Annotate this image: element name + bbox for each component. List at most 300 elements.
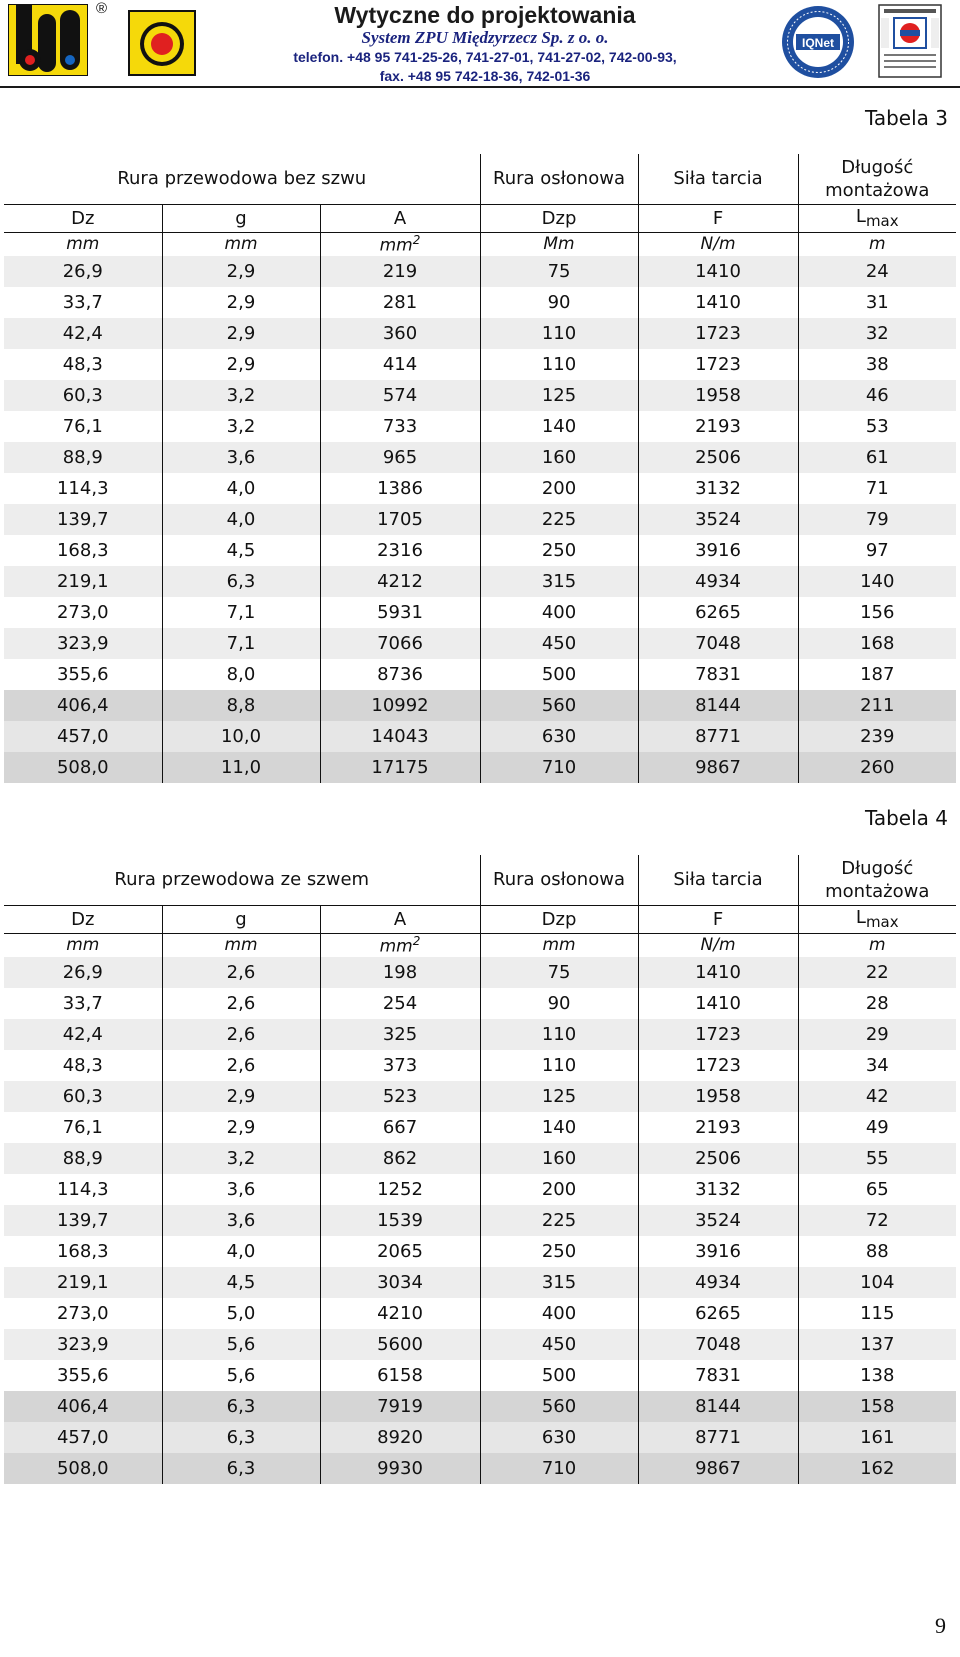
document-title: Wytyczne do projektowania	[334, 2, 636, 28]
table-cell: 3,2	[162, 380, 320, 411]
table-row	[4, 1391, 956, 1422]
header-group-length: Długość montażowa	[798, 855, 956, 905]
table-cell: 110	[480, 318, 638, 349]
table-cell: 200	[480, 1174, 638, 1205]
col-unit: mm	[480, 933, 638, 957]
table-cell: 7831	[638, 659, 798, 690]
table-cell: 2506	[638, 1143, 798, 1174]
page-number: 9	[935, 1613, 946, 1638]
table-cell: 3132	[638, 1174, 798, 1205]
table-cell: 198	[320, 957, 480, 988]
table-cell: 219,1	[4, 566, 162, 597]
table-row	[4, 535, 956, 566]
table-cell: 2065	[320, 1236, 480, 1267]
table-cell: 161	[798, 1422, 956, 1453]
table-row	[4, 957, 956, 988]
table-cell: 400	[480, 1298, 638, 1329]
table-row	[4, 752, 956, 783]
table-cell: 8144	[638, 690, 798, 721]
table-cell: 9867	[638, 752, 798, 783]
table-cell: 3,2	[162, 1143, 320, 1174]
table-cell: 17175	[320, 752, 480, 783]
table-cell: 46	[798, 380, 956, 411]
table-header-symbols	[4, 204, 956, 232]
table-cell: 3524	[638, 504, 798, 535]
phone-line	[210, 48, 760, 67]
table-cell: 24	[798, 256, 956, 287]
table-cell: 90	[480, 988, 638, 1019]
header-group-length: Długość montażowa	[798, 154, 956, 204]
col-unit: mm	[162, 232, 320, 256]
table-cell: 138	[798, 1360, 956, 1391]
table-cell: 125	[480, 380, 638, 411]
header-group-pipe: Rura przewodowa ze szwem	[4, 855, 480, 905]
col-symbol-subscript: max	[865, 212, 899, 230]
table-row	[4, 566, 956, 597]
table-cell: 6158	[320, 1360, 480, 1391]
table-cell: 8144	[638, 1391, 798, 1422]
company-name: System ZPU Międzyrzecz Sp. z o. o.	[361, 28, 609, 47]
header-group-friction: Siła tarcia	[638, 855, 798, 905]
table-row	[4, 287, 956, 318]
table-cell: 1252	[320, 1174, 480, 1205]
table-cell: 14043	[320, 721, 480, 752]
table-cell: 60,3	[4, 380, 162, 411]
table-cell: 2,9	[162, 256, 320, 287]
registered-mark: ®	[96, 0, 108, 17]
table-cell: 26,9	[4, 957, 162, 988]
table-cell: 2,6	[162, 988, 320, 1019]
table-row	[4, 1329, 956, 1360]
table-cell: 1410	[638, 988, 798, 1019]
table-cell: 6,3	[162, 1422, 320, 1453]
table-cell: 457,0	[4, 721, 162, 752]
table-cell: 508,0	[4, 752, 162, 783]
table-cell: 630	[480, 1422, 638, 1453]
table-cell: 3,6	[162, 1205, 320, 1236]
table-cell: 219,1	[4, 1267, 162, 1298]
table-cell: 6265	[638, 1298, 798, 1329]
col-unit: mm	[162, 933, 320, 957]
table-cell: 4934	[638, 566, 798, 597]
table-cell: 162	[798, 1453, 956, 1484]
table-row	[4, 1298, 956, 1329]
table-cell: 139,7	[4, 1205, 162, 1236]
col-symbol: g	[162, 905, 320, 933]
table-cell: 3132	[638, 473, 798, 504]
quality-system-certificate-logo	[878, 4, 942, 78]
table-cell: 733	[320, 411, 480, 442]
table-cell: 76,1	[4, 411, 162, 442]
table-cell: 2,9	[162, 1112, 320, 1143]
table-cell: 450	[480, 1329, 638, 1360]
table-cell: 110	[480, 1019, 638, 1050]
table-cell: 5931	[320, 597, 480, 628]
table-cell: 630	[480, 721, 638, 752]
table-row	[4, 659, 956, 690]
table-row	[4, 1019, 956, 1050]
table-cell: 2,6	[162, 1019, 320, 1050]
table-cell: 49	[798, 1112, 956, 1143]
table-cell: 574	[320, 380, 480, 411]
table-row	[4, 1112, 956, 1143]
table-cell: 88,9	[4, 1143, 162, 1174]
table-row	[4, 1267, 956, 1298]
header-group-friction: Siła tarcia	[638, 154, 798, 204]
table-cell: 160	[480, 442, 638, 473]
table-cell: 137	[798, 1329, 956, 1360]
table-cell: 1705	[320, 504, 480, 535]
col-symbol: Dzp	[480, 905, 638, 933]
fax-numbers: +48 95 742-18-36, 742-01-36	[407, 68, 591, 84]
table-cell: 97	[798, 535, 956, 566]
table-cell: 2,9	[162, 287, 320, 318]
table-cell: 1539	[320, 1205, 480, 1236]
table-cell: 8,8	[162, 690, 320, 721]
table-row	[4, 411, 956, 442]
table-row	[4, 380, 956, 411]
table-cell: 6,3	[162, 1453, 320, 1484]
table-cell: 53	[798, 411, 956, 442]
table-row	[4, 442, 956, 473]
table-cell: 360	[320, 318, 480, 349]
table-cell: 457,0	[4, 1422, 162, 1453]
table-row	[4, 1174, 956, 1205]
table-row	[4, 256, 956, 287]
table-cell: 75	[480, 256, 638, 287]
table-cell: 61	[798, 442, 956, 473]
col-symbol-main: L	[855, 206, 866, 227]
table-cell: 65	[798, 1174, 956, 1205]
table-row	[4, 1143, 956, 1174]
table-row	[4, 1422, 956, 1453]
table-row	[4, 504, 956, 535]
table-3	[4, 154, 956, 783]
table-cell: 158	[798, 1391, 956, 1422]
table-cell: 406,4	[4, 1391, 162, 1422]
table-cell: 7831	[638, 1360, 798, 1391]
table-cell: 7066	[320, 628, 480, 659]
table-cell: 254	[320, 988, 480, 1019]
table-cell: 6265	[638, 597, 798, 628]
table-cell: 79	[798, 504, 956, 535]
table-cell: 450	[480, 628, 638, 659]
table-cell: 281	[320, 287, 480, 318]
col-symbol: A	[320, 905, 480, 933]
table-cell: 140	[480, 1112, 638, 1143]
table-cell: 140	[798, 566, 956, 597]
table-cell: 8920	[320, 1422, 480, 1453]
table-cell: 7919	[320, 1391, 480, 1422]
table-cell: 88,9	[4, 442, 162, 473]
table-cell: 8,0	[162, 659, 320, 690]
table-3-label: Tabela 3	[864, 106, 948, 130]
col-unit: N/m	[638, 933, 798, 957]
col-unit-area	[320, 933, 480, 957]
table-cell: 500	[480, 659, 638, 690]
table-cell: 560	[480, 690, 638, 721]
table-cell: 273,0	[4, 597, 162, 628]
header-group-casing: Rura osłonowa	[480, 855, 638, 905]
table-cell: 10,0	[162, 721, 320, 752]
col-unit-main: mm	[379, 936, 413, 957]
table-3-body	[4, 256, 956, 783]
table-row	[4, 1453, 956, 1484]
table-cell: 406,4	[4, 690, 162, 721]
table-cell: 3916	[638, 535, 798, 566]
table-cell: 5600	[320, 1329, 480, 1360]
table-cell: 110	[480, 349, 638, 380]
table-cell: 560	[480, 1391, 638, 1422]
table-cell: 4210	[320, 1298, 480, 1329]
table-cell: 90	[480, 287, 638, 318]
table-cell: 168	[798, 628, 956, 659]
system-logo	[128, 10, 196, 76]
table-cell: 260	[798, 752, 956, 783]
table-4	[4, 855, 956, 1484]
table-row	[4, 597, 956, 628]
table-cell: 114,3	[4, 1174, 162, 1205]
table-cell: 1410	[638, 287, 798, 318]
col-unit-superscript: 2	[412, 232, 421, 247]
table-cell: 7048	[638, 1329, 798, 1360]
table-cell: 9867	[638, 1453, 798, 1484]
table-cell: 2193	[638, 1112, 798, 1143]
phone-numbers: +48 95 741-25-26, 741-27-01, 741-27-02, 742-00-93,	[347, 49, 677, 65]
col-symbol: F	[638, 905, 798, 933]
table-cell: 5,6	[162, 1329, 320, 1360]
table-cell: 1723	[638, 1019, 798, 1050]
table-cell: 1723	[638, 1050, 798, 1081]
table-cell: 2,9	[162, 1081, 320, 1112]
table-cell: 26,9	[4, 256, 162, 287]
table-cell: 10992	[320, 690, 480, 721]
col-unit: m	[798, 232, 956, 256]
table-cell: 323,9	[4, 628, 162, 659]
col-unit-main: mm	[379, 235, 413, 256]
col-symbol-main: L	[855, 907, 866, 928]
fax-line	[210, 67, 760, 85]
col-symbol-lmax	[798, 204, 956, 232]
table-cell: 500	[480, 1360, 638, 1391]
table-cell: 4,0	[162, 1236, 320, 1267]
table-cell: 2,9	[162, 349, 320, 380]
col-unit: mm	[66, 234, 100, 255]
table-cell: 6,3	[162, 1391, 320, 1422]
table-cell: 508,0	[4, 1453, 162, 1484]
table-cell: 72	[798, 1205, 956, 1236]
table-cell: 965	[320, 442, 480, 473]
table-cell: 76,1	[4, 1112, 162, 1143]
table-header-units	[4, 232, 956, 256]
table-cell: 4,0	[162, 473, 320, 504]
table-cell: 200	[480, 473, 638, 504]
col-unit-superscript: 2	[412, 933, 421, 948]
table-cell: 225	[480, 504, 638, 535]
table-cell: 7,1	[162, 597, 320, 628]
table-cell: 225	[480, 1205, 638, 1236]
table-cell: 315	[480, 566, 638, 597]
table-cell: 28	[798, 988, 956, 1019]
table-cell: 3,6	[162, 1174, 320, 1205]
table-row	[4, 690, 956, 721]
table-cell: 115	[798, 1298, 956, 1329]
table-cell: 1958	[638, 1081, 798, 1112]
table-cell: 355,6	[4, 659, 162, 690]
table-cell: 211	[798, 690, 956, 721]
table-cell: 1723	[638, 318, 798, 349]
header-group-pipe: Rura przewodowa bez szwu	[4, 154, 480, 204]
table-cell: 48,3	[4, 349, 162, 380]
table-row	[4, 318, 956, 349]
table-header-groups	[4, 154, 956, 204]
table-cell: 315	[480, 1267, 638, 1298]
table-cell: 862	[320, 1143, 480, 1174]
table-header-symbols	[4, 905, 956, 933]
col-unit: m	[798, 933, 956, 957]
col-unit: mm	[66, 935, 100, 956]
table-cell: 219	[320, 256, 480, 287]
table-cell: 31	[798, 287, 956, 318]
table-cell: 523	[320, 1081, 480, 1112]
table-cell: 239	[798, 721, 956, 752]
table-cell: 3916	[638, 1236, 798, 1267]
table-header-groups	[4, 855, 956, 905]
table-cell: 88	[798, 1236, 956, 1267]
table-row	[4, 1050, 956, 1081]
table-cell: 2193	[638, 411, 798, 442]
table-cell: 11,0	[162, 752, 320, 783]
table-cell: 4,0	[162, 504, 320, 535]
col-symbol: g	[162, 204, 320, 232]
table-cell: 2,9	[162, 318, 320, 349]
table-cell: 1723	[638, 349, 798, 380]
phone-label: telefon.	[293, 49, 344, 65]
col-symbol-subscript: max	[865, 913, 899, 931]
table-cell: 4212	[320, 566, 480, 597]
table-cell: 42,4	[4, 318, 162, 349]
table-cell: 38	[798, 349, 956, 380]
table-cell: 1386	[320, 473, 480, 504]
table-cell: 114,3	[4, 473, 162, 504]
table-cell: 187	[798, 659, 956, 690]
table-cell: 29	[798, 1019, 956, 1050]
table-cell: 2316	[320, 535, 480, 566]
col-symbol: Dz	[4, 204, 162, 232]
table-cell: 7048	[638, 628, 798, 659]
table-row	[4, 628, 956, 659]
table-cell: 4,5	[162, 535, 320, 566]
table-cell: 2,6	[162, 1050, 320, 1081]
table-cell: 1958	[638, 380, 798, 411]
col-symbol-lmax	[798, 905, 956, 933]
table-row	[4, 1205, 956, 1236]
table-cell: 7,1	[162, 628, 320, 659]
table-cell: 323,9	[4, 1329, 162, 1360]
table-cell: 140	[480, 411, 638, 442]
table-cell: 8771	[638, 721, 798, 752]
table-cell: 250	[480, 1236, 638, 1267]
fax-label: fax.	[379, 68, 404, 84]
table-row	[4, 1081, 956, 1112]
table-row	[4, 349, 956, 380]
table-cell: 250	[480, 535, 638, 566]
table-cell: 355,6	[4, 1360, 162, 1391]
table-cell: 139,7	[4, 504, 162, 535]
table-cell: 168,3	[4, 1236, 162, 1267]
table-cell: 104	[798, 1267, 956, 1298]
table-cell: 4934	[638, 1267, 798, 1298]
table-cell: 710	[480, 1453, 638, 1484]
table-cell: 3,2	[162, 411, 320, 442]
company-logo	[8, 4, 88, 76]
table-cell: 325	[320, 1019, 480, 1050]
iqnet-certification-logo	[780, 4, 856, 80]
table-4-body	[4, 957, 956, 1484]
col-symbol: A	[320, 204, 480, 232]
table-cell: 9930	[320, 1453, 480, 1484]
table-header-units	[4, 933, 956, 957]
table-cell: 710	[480, 752, 638, 783]
col-unit-area	[320, 232, 480, 256]
page-header	[0, 0, 960, 90]
table-cell: 60,3	[4, 1081, 162, 1112]
header-divider	[0, 86, 960, 88]
table-cell: 8771	[638, 1422, 798, 1453]
table-row	[4, 473, 956, 504]
header-group-casing: Rura osłonowa	[480, 154, 638, 204]
header-title-block	[210, 2, 760, 85]
table-cell: 160	[480, 1143, 638, 1174]
table-cell: 3034	[320, 1267, 480, 1298]
table-cell: 75	[480, 957, 638, 988]
iqnet-logo-text: IQNet	[801, 36, 835, 50]
table-cell: 2506	[638, 442, 798, 473]
table-row	[4, 721, 956, 752]
table-cell: 5,6	[162, 1360, 320, 1391]
table-cell: 71	[798, 473, 956, 504]
col-symbol: F	[638, 204, 798, 232]
table-cell: 156	[798, 597, 956, 628]
table-cell: 34	[798, 1050, 956, 1081]
table-cell: 33,7	[4, 287, 162, 318]
table-cell: 400	[480, 597, 638, 628]
table-cell: 125	[480, 1081, 638, 1112]
col-unit: Mm	[480, 232, 638, 256]
table-cell: 373	[320, 1050, 480, 1081]
table-cell: 48,3	[4, 1050, 162, 1081]
table-row	[4, 1236, 956, 1267]
table-cell: 273,0	[4, 1298, 162, 1329]
table-cell: 22	[798, 957, 956, 988]
table-cell: 667	[320, 1112, 480, 1143]
table-cell: 55	[798, 1143, 956, 1174]
table-cell: 414	[320, 349, 480, 380]
table-cell: 168,3	[4, 535, 162, 566]
table-cell: 32	[798, 318, 956, 349]
table-cell: 33,7	[4, 988, 162, 1019]
table-cell: 42	[798, 1081, 956, 1112]
table-cell: 2,6	[162, 957, 320, 988]
table-cell: 42,4	[4, 1019, 162, 1050]
table-cell: 4,5	[162, 1267, 320, 1298]
col-symbol: Dz	[4, 905, 162, 933]
table-cell: 5,0	[162, 1298, 320, 1329]
table-cell: 110	[480, 1050, 638, 1081]
table-4-label: Tabela 4	[864, 806, 948, 830]
col-symbol: Dzp	[480, 204, 638, 232]
table-row	[4, 1360, 956, 1391]
